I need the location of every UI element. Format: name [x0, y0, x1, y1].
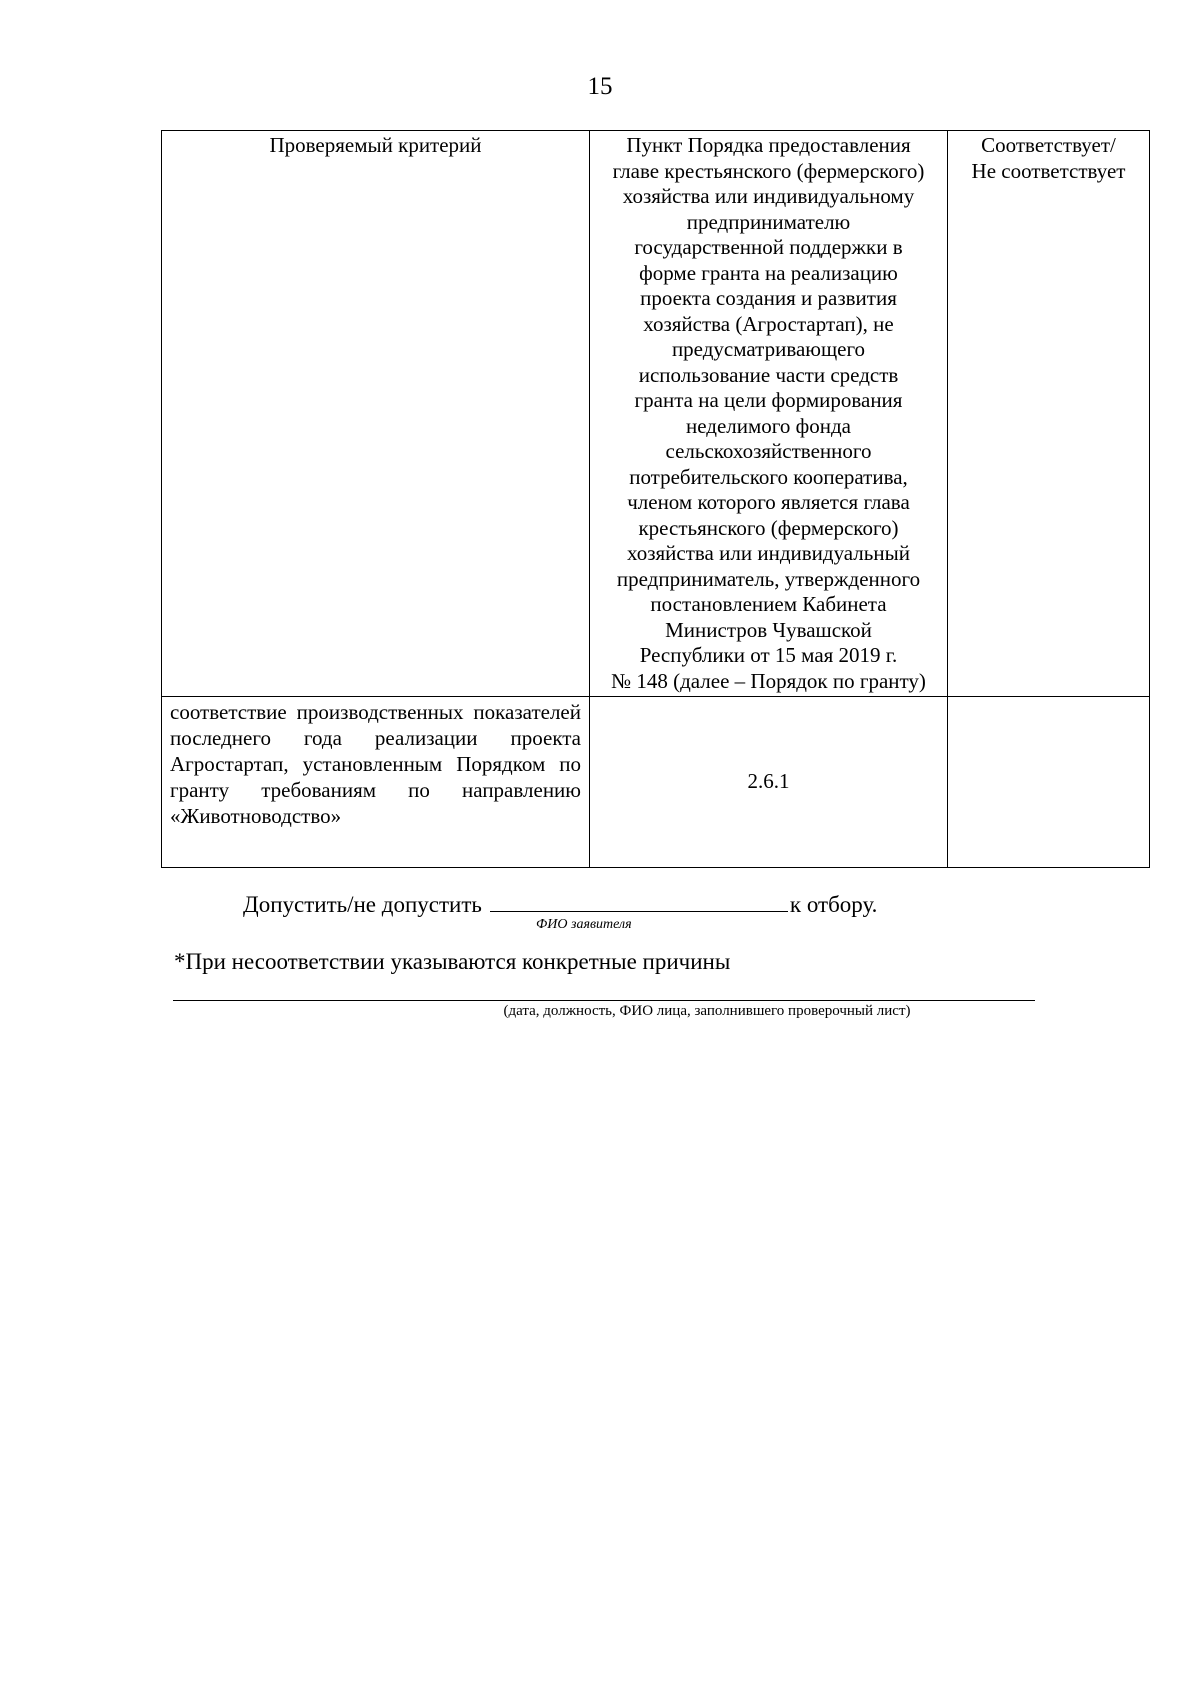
clause-cell: 2.6.1 — [590, 697, 948, 868]
criteria-table — [161, 130, 1150, 868]
header-clause-line: Пункт Порядка предоставления — [626, 133, 911, 157]
header-clause-line: сельскохозяйственного — [665, 439, 872, 463]
header-clause-line: предприниматель, утвержденного — [616, 566, 921, 591]
header-clause-line: предпринимателю — [686, 209, 851, 234]
header-criterion — [162, 131, 590, 697]
admission-suffix: к отбору. — [789, 892, 878, 917]
header-clause-line: Министров Чувашской — [665, 617, 872, 642]
header-clause-line: форме гранта на реализацию — [639, 260, 898, 285]
header-clause-line: потребительского кооператива, — [629, 464, 908, 489]
header-compliance-line: Не соответствует — [971, 158, 1126, 183]
header-clause-line: главе крестьянского (фермерского) — [612, 158, 925, 183]
header-compliance — [948, 131, 1150, 697]
page-number: 15 — [587, 73, 613, 100]
header-clause-line: № 148 (далее – Порядок по гранту) — [611, 668, 926, 693]
header-clause-line: проекта создания и развития — [640, 286, 897, 310]
header-clause-line: хозяйства или индивидуальному — [622, 184, 915, 208]
header-clause-line: хозяйства (Агростартап), не — [643, 311, 894, 336]
admission-prefix: Допустить/не допустить — [243, 892, 482, 917]
signature-line[interactable] — [173, 1000, 1035, 1001]
compliance-cell[interactable] — [948, 697, 1150, 868]
header-clause-line: государственной поддержки в — [634, 235, 903, 259]
header-clause-line: постановлением Кабинета — [650, 592, 887, 616]
signature-caption-wrap — [0, 1002, 1200, 1020]
header-clause-line: Республики от 15 мая 2019 г. — [639, 643, 898, 667]
criterion-cell: соответствие производственных показателей последнего года реализации проекта Агростартап, установленным Порядком по гранту требованиям по направлению «Животноводство» — [162, 697, 590, 868]
header-clause-line: предусматривающего — [671, 337, 866, 361]
applicant-name-blank[interactable] — [490, 889, 788, 912]
header-clause-line: использование части средств — [638, 362, 899, 387]
header-clause-line: неделимого фонда — [686, 413, 851, 438]
header-criterion-text: Проверяемый критерий — [269, 133, 482, 157]
header-clause-line: членом которого является глава — [627, 490, 910, 514]
header-clause-line: хозяйства или индивидуальный — [627, 541, 910, 565]
applicant-caption: ФИО заявителя — [536, 917, 632, 932]
signature-caption: (дата, должность, ФИО лица, заполнившего проверочный лист) — [503, 1003, 911, 1019]
table-header-row — [162, 131, 1150, 697]
header-clause-line: гранта на цели формирования — [634, 388, 903, 412]
admission-line — [243, 889, 877, 919]
header-compliance-line: Соответствует/ — [981, 133, 1116, 157]
footnote: *При несоответствии указываются конкретные причины — [174, 949, 731, 974]
table-row — [162, 697, 1150, 868]
header-clause-line: крестьянского (фермерского) — [638, 515, 899, 540]
header-clause — [590, 131, 948, 697]
